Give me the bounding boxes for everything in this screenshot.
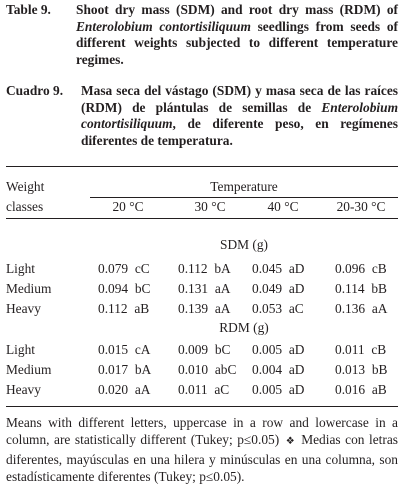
cell-letters: bC	[134, 281, 151, 296]
diamond-bullet-icon: ❖	[285, 436, 295, 448]
table-header-rule	[6, 218, 398, 219]
cell-letters: aA	[371, 301, 388, 316]
cell-letters: aD	[288, 261, 305, 276]
table-bottom-rule	[6, 406, 398, 407]
cell-value: 0.139	[178, 301, 209, 316]
cell-letters: bA	[214, 261, 231, 276]
cell-letters: cB	[371, 342, 387, 357]
cell-letters: aA	[214, 281, 231, 296]
cell-rdm-light-20c	[98, 342, 150, 358]
cell-letters: aD	[288, 382, 305, 397]
cell-value: 0.112	[178, 261, 208, 276]
cell-value: 0.094	[98, 281, 129, 296]
cell-letters: abC	[214, 362, 237, 377]
cell-letters: bC	[214, 342, 231, 357]
cell-value: 0.112	[98, 301, 128, 316]
table-number: Table 9.	[6, 2, 51, 17]
cell-letters: aC	[288, 301, 304, 316]
cell-value: 0.015	[98, 342, 129, 357]
row-label-medium: Medium	[6, 281, 52, 296]
row-label-light: Light	[6, 342, 36, 357]
column-header-20-30c: 20-30 °C	[336, 199, 386, 214]
cell-value: 0.114	[335, 281, 365, 296]
cell-letters: cC	[134, 261, 150, 276]
cell-letters: aA	[134, 382, 151, 397]
caption-spanish-text-after: , de diferente peso, en regímenes diferentes de temperatura.	[81, 116, 398, 148]
cell-sdm-medium-40c	[252, 281, 304, 297]
caption-english-text-after: seedlings from seeds of different weights subjected to different temperature regimes.	[76, 18, 398, 67]
row-label-light: Light	[6, 261, 36, 276]
cell-rdm-medium-30c	[178, 362, 236, 378]
cell-value: 0.005	[252, 382, 283, 397]
cell-sdm-light-20-30c	[335, 261, 387, 277]
cell-letters: cB	[371, 261, 387, 276]
cell-letters: aB	[134, 301, 150, 316]
cell-value: 0.010	[178, 362, 209, 377]
cell-rdm-light-30c	[178, 342, 230, 358]
cell-letters: bB	[371, 362, 388, 377]
cell-sdm-heavy-30c	[178, 301, 230, 317]
temperature-header-rule	[90, 197, 398, 198]
caption-english-text	[76, 2, 398, 68]
cell-letters: cA	[134, 342, 151, 357]
cell-letters: bA	[134, 362, 152, 377]
table-top-rule	[6, 166, 398, 167]
cell-value: 0.136	[335, 301, 366, 316]
footnote-spanish: Medias con letras diferentes, mayúsculas en una hilera y minúsculas en una columna, son estadísticamente diferentes (Tukey; p≤0.05).	[6, 432, 398, 485]
row-header-classes: classes	[6, 199, 44, 214]
column-header-20c: 20 °C	[112, 199, 144, 214]
cell-sdm-medium-20-30c	[335, 281, 387, 297]
cell-sdm-heavy-40c	[252, 301, 304, 317]
column-header-40c: 40 °C	[267, 199, 299, 214]
cell-sdm-medium-30c	[178, 281, 230, 297]
section-title-sdm: SDM (g)	[220, 237, 268, 252]
row-label-heavy: Heavy	[6, 382, 41, 397]
cell-value: 0.096	[335, 261, 366, 276]
cell-value: 0.016	[335, 382, 366, 397]
cell-letters: aC	[214, 382, 230, 397]
cell-value: 0.011	[335, 342, 365, 357]
table-caption-spanish	[6, 83, 398, 149]
cell-rdm-heavy-20c	[98, 382, 150, 398]
cell-sdm-medium-20c	[98, 281, 150, 297]
cell-sdm-light-20c	[98, 261, 150, 277]
cell-value: 0.131	[178, 281, 209, 296]
row-label-medium: Medium	[6, 362, 52, 377]
temperature-group-header: Temperature	[210, 179, 278, 194]
caption-spanish-species: Enterolobium contortisiliquum	[81, 99, 398, 132]
cell-value: 0.005	[252, 342, 283, 357]
caption-english-text-before: Shoot dry mass (SDM) and root dry mass (RDM) of	[76, 2, 398, 17]
cell-sdm-light-40c	[252, 261, 304, 277]
cell-rdm-light-40c	[252, 342, 304, 358]
cell-letters: aA	[214, 301, 231, 316]
cell-value: 0.017	[98, 362, 129, 377]
row-label-heavy: Heavy	[6, 301, 41, 316]
section-title-rdm: RDM (g)	[219, 320, 269, 335]
cell-value: 0.079	[98, 261, 129, 276]
cell-letters: aD	[288, 362, 305, 377]
cell-rdm-medium-20c	[98, 362, 151, 378]
cell-value: 0.049	[252, 281, 283, 296]
cell-rdm-heavy-30c	[178, 382, 229, 398]
cell-value: 0.045	[252, 261, 283, 276]
cell-value: 0.053	[252, 301, 283, 316]
cell-value: 0.013	[335, 362, 366, 377]
cell-value: 0.009	[178, 342, 209, 357]
cell-sdm-heavy-20c	[98, 301, 149, 317]
cell-rdm-medium-20-30c	[335, 362, 387, 378]
cell-letters: aD	[288, 281, 305, 296]
cell-letters: bB	[371, 281, 387, 296]
cell-letters: aD	[288, 342, 305, 357]
cell-value: 0.020	[98, 382, 129, 397]
cuadro-number: Cuadro 9.	[6, 83, 64, 98]
cell-rdm-heavy-40c	[252, 382, 304, 398]
caption-spanish-text	[81, 83, 398, 149]
cell-value: 0.004	[252, 362, 283, 377]
cell-sdm-light-30c	[178, 261, 231, 277]
cell-letters: aB	[371, 382, 387, 397]
caption-english-species: Enterolobium contortisiliquum	[76, 18, 251, 34]
cell-rdm-medium-40c	[252, 362, 304, 378]
column-header-30c: 30 °C	[194, 199, 226, 214]
cell-sdm-heavy-20-30c	[335, 301, 387, 317]
caption-spanish-text-before: Masa seca del vástago (SDM) y masa seca de las raíces (RDM) de plántulas de semillas de	[81, 83, 398, 115]
cell-rdm-heavy-20-30c	[335, 382, 387, 398]
row-header-weight: Weight	[6, 179, 45, 194]
table-footnote	[6, 414, 398, 486]
cell-value: 0.011	[178, 382, 208, 397]
table-caption-english	[6, 2, 398, 68]
cell-rdm-light-20-30c	[335, 342, 386, 358]
footnote-english: Means with different letters, uppercase in a row and lowercase in a column, are statistically different (Tukey; p≤0.05)	[6, 415, 398, 448]
